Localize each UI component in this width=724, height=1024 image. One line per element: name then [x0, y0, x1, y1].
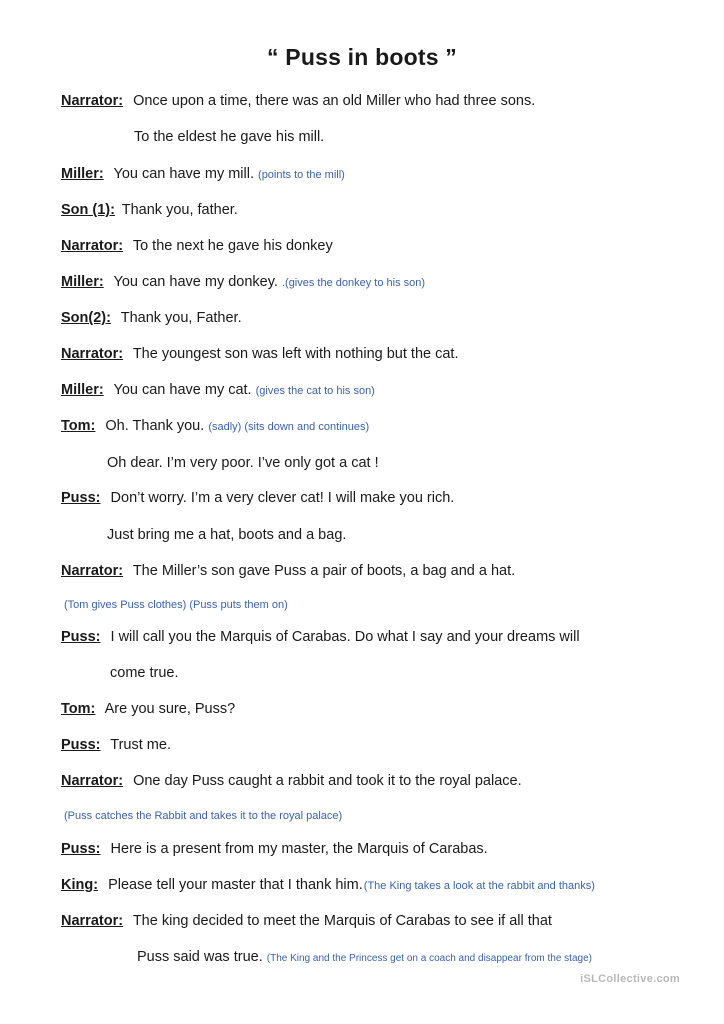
script-line — [110, 664, 179, 682]
dialogue-text: Oh. Thank you. — [105, 418, 205, 434]
script-line — [61, 489, 454, 507]
speaker-label: Miller: — [61, 166, 104, 182]
speaker-label: Son (1): — [61, 202, 115, 218]
dialogue-text: Just bring me a hat, boots and a bag. — [107, 527, 347, 543]
dialogue-text: Thank you, Father. — [120, 310, 242, 326]
speaker-label: King: — [61, 877, 99, 893]
speaker-label: Narrator: — [61, 773, 124, 789]
script-line — [61, 840, 488, 858]
script-line — [61, 345, 458, 363]
speaker-label: Puss: — [61, 841, 101, 857]
script-line — [61, 562, 515, 580]
speaker-label: Narrator: — [61, 93, 124, 109]
script-line — [137, 948, 592, 968]
script-line — [61, 700, 235, 718]
dialogue-text: To the next he gave his donkey — [132, 238, 333, 254]
script-line — [61, 912, 552, 930]
stage-direction: (gives the cat to his son) — [255, 385, 375, 397]
script-line — [107, 526, 346, 544]
dialogue-text: Puss said was true. — [137, 949, 263, 965]
stage-direction: (sadly) (sits down and continues) — [208, 421, 370, 433]
speaker-label: Narrator: — [61, 238, 124, 254]
speaker-label: Narrator: — [61, 913, 124, 929]
script-line — [61, 273, 425, 292]
dialogue-text: The Miller’s son gave Puss a pair of boots, a bag and a hat. — [132, 563, 516, 579]
speaker-label: Miller: — [61, 274, 104, 290]
dialogue-text: You can have my donkey. — [113, 274, 278, 290]
stage-direction: .(gives the donkey to his son) — [281, 277, 426, 289]
speaker-label: Miller: — [61, 382, 104, 398]
script-line — [61, 736, 171, 754]
dialogue-text: Trust me. — [110, 737, 171, 753]
speaker-label: Puss: — [61, 629, 101, 645]
stage-direction: (The King and the Princess get on a coach and disappear from the stage) — [266, 953, 592, 964]
stage-direction: (The King takes a look at the rabbit and thanks) — [363, 880, 595, 892]
speaker-label: Son(2): — [61, 310, 111, 326]
script-line — [61, 876, 595, 895]
speaker-label: Tom: — [61, 418, 96, 434]
dialogue-text: You can have my cat. — [113, 382, 252, 398]
speaker-label: Puss: — [61, 490, 101, 506]
dialogue-text: The youngest son was left with nothing but the cat. — [132, 346, 459, 362]
stage-direction: (points to the mill) — [258, 169, 345, 181]
dialogue-text: To the eldest he gave his mill. — [134, 129, 325, 145]
dialogue-text: Oh dear. I’m very poor. I’ve only got a cat ! — [107, 455, 379, 471]
dialogue-text: Please tell your master that I thank him. — [108, 877, 363, 893]
dialogue-text: I will call you the Marquis of Carabas. Do what I say and your dreams will — [110, 629, 580, 645]
script-line — [61, 165, 345, 184]
speaker-label: Tom: — [61, 701, 96, 717]
dialogue-text: Here is a present from my master, the Marquis of Carabas. — [110, 841, 488, 857]
script-line — [134, 128, 324, 146]
dialogue-text: One day Puss caught a rabbit and took it to the royal palace. — [133, 773, 522, 789]
script-line — [61, 201, 238, 219]
dialogue-text: You can have my mill. — [113, 166, 254, 182]
speaker-label: Puss: — [61, 737, 101, 753]
script-line — [61, 417, 369, 436]
script-line — [61, 628, 580, 646]
stage-direction: (Tom gives Puss clothes) (Puss puts them on) — [64, 599, 288, 611]
dialogue-text: Don’t worry. I’m a very clever cat! I will make you rich. — [110, 490, 455, 506]
page-title: “ Puss in boots ” — [267, 44, 457, 70]
speaker-label: Narrator: — [61, 346, 124, 362]
stage-direction: (Puss catches the Rabbit and takes it to the royal palace) — [64, 810, 343, 822]
dialogue-text: Are you sure, Puss? — [104, 701, 236, 717]
script-line — [61, 92, 535, 110]
dialogue-text: Thank you, father. — [121, 202, 238, 218]
script-line — [107, 454, 379, 472]
dialogue-text: The king decided to meet the Marquis of Carabas to see if all that — [132, 913, 552, 929]
watermark: iSLCollective.com — [580, 973, 680, 985]
script-line — [61, 381, 375, 400]
script-line — [61, 772, 522, 790]
script-line — [61, 309, 242, 327]
speaker-label: Narrator: — [61, 563, 124, 579]
dialogue-text: come true. — [110, 665, 179, 681]
script-line — [61, 237, 333, 255]
dialogue-text: Once upon a time, there was an old Miller who had three sons. — [133, 93, 536, 109]
